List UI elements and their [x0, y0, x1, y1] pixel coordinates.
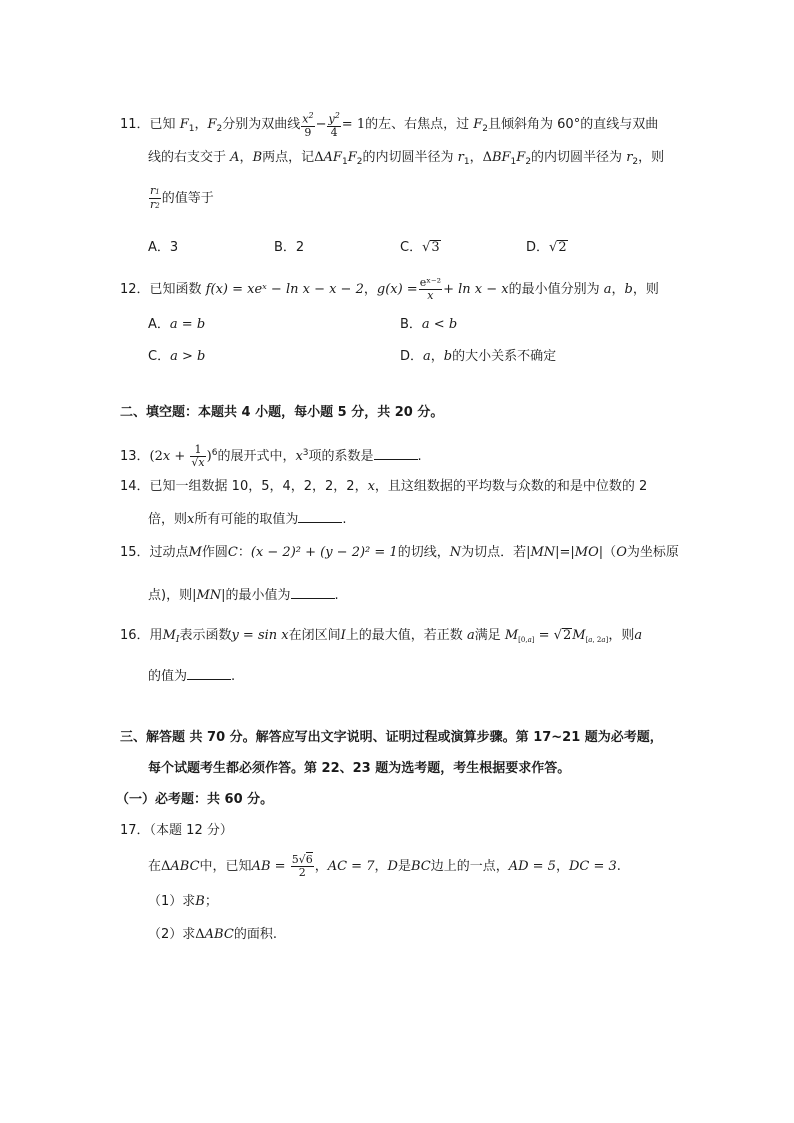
fraction-r1-r2: $\frac{r1}{r2}$	[150, 184, 160, 211]
q13-answer-blank[interactable]	[374, 447, 418, 460]
fraction-1-sqrt-x: $\frac{1}{√x}$	[191, 443, 205, 469]
section-3-heading-line-2: 每个试题考生都必须作答。第 22、23 题为选考题，考生根据要求作答。	[148, 761, 571, 776]
required-questions-heading: （一）必考题：共 60 分。	[116, 792, 274, 807]
question-17-header: 17．（本题 12 分）	[120, 823, 233, 838]
q14-answer-blank[interactable]	[298, 510, 342, 523]
q12-option-a[interactable]: A．a = b	[148, 317, 206, 332]
question-11-line-1: 11．已知 $F_1$，$F_2$分别为双曲线 $\frac{x^2}{9}$ − $\frac{y^2}{4}$ = 1的左、右焦点，过 $F_2$且倾斜角为 60°的直线与双曲	[120, 111, 659, 139]
q16-answer-blank[interactable]	[187, 667, 231, 680]
question-14-line-2: 倍，则x所有可能的取值为 .	[148, 512, 347, 527]
question-11-line-3: $\frac{r1}{r2}$ 的值等于	[150, 184, 214, 211]
question-14-line-1: 14．已知一组数据 10，5，4，2，2，2，x，且这组数据的平均数与众数的和是中位数的 2	[120, 479, 648, 494]
fraction-5-sqrt6-2: $\frac{5√6}{2}$	[291, 853, 313, 879]
q12-option-c[interactable]: C．a > b	[148, 349, 206, 364]
fraction-exp-x: $\frac{\text{eˣ⁻²}}{x}$	[419, 276, 442, 302]
question-13: 13．(2x + $\frac{1}{√x}$ )$^6$的展开式中，$x^3$项的系数是 .	[120, 443, 422, 469]
question-15-line-2: 点)，则|MN|的最小值为 .	[148, 588, 339, 603]
section-3-heading-line-1: 三、解答题 共 70 分。解答应写出文字说明、证明过程或演算步骤。第 17~21 题为必考题，	[120, 730, 663, 745]
q11-option-d[interactable]: D．√2	[526, 240, 567, 255]
question-12-line-1: 12．已知函数 f(x) = xeˣ − ln x − x − 2，g(x) = $\frac{\text{eˣ⁻²}}{x}$ + ln x − x的最小值分别为 a，b，则	[120, 276, 659, 302]
question-16-line-2: 的值为 .	[148, 669, 236, 684]
q11-option-b[interactable]: B．2	[274, 240, 305, 255]
q12-option-b[interactable]: B．a < b	[400, 317, 458, 332]
question-17-part-2: （2）求ΔABC的面积.	[148, 927, 277, 942]
question-17-line-1: 在ΔABC中，已知AB = $\frac{5√6}{2}$ ，AC = 7，D是BC边上的一点，AD = 5，DC = 3.	[148, 853, 621, 879]
fraction-y2-4: $\frac{y^2}{4}$	[328, 111, 340, 139]
question-11-line-2: 线的右支交于 A，B两点，记$\Delta AF_1F_2$的内切圆半径为 $r_1$，$\Delta BF_1F_2$的内切圆半径为 $r_2$，则	[148, 150, 665, 167]
question-17-part-1: （1）求B；	[148, 894, 218, 909]
question-16-line-1: 16．用$M_I$表示函数y = sin x在闭区间I上的最大值，若正数 a满足 $M_{[0,a]} = √2M_{[a, 2a]}$，则a	[120, 628, 643, 645]
question-15-line-1: 15．过动点M作圆C：(x − 2)² + (y − 2)² = 1的切线，N为切点．若|MN|=|MO|（O为坐标原	[120, 545, 679, 560]
q12-option-d[interactable]: D．a，b的大小关系不确定	[400, 349, 557, 364]
q15-answer-blank[interactable]	[291, 586, 335, 599]
q11-option-a[interactable]: A．3	[148, 240, 179, 255]
section-2-heading: 二、填空题：本题共 4 小题，每小题 5 分，共 20 分。	[120, 405, 444, 420]
q11-option-c[interactable]: C．√3	[400, 240, 440, 255]
fraction-x2-9: $\frac{x^2}{9}$	[302, 111, 314, 139]
